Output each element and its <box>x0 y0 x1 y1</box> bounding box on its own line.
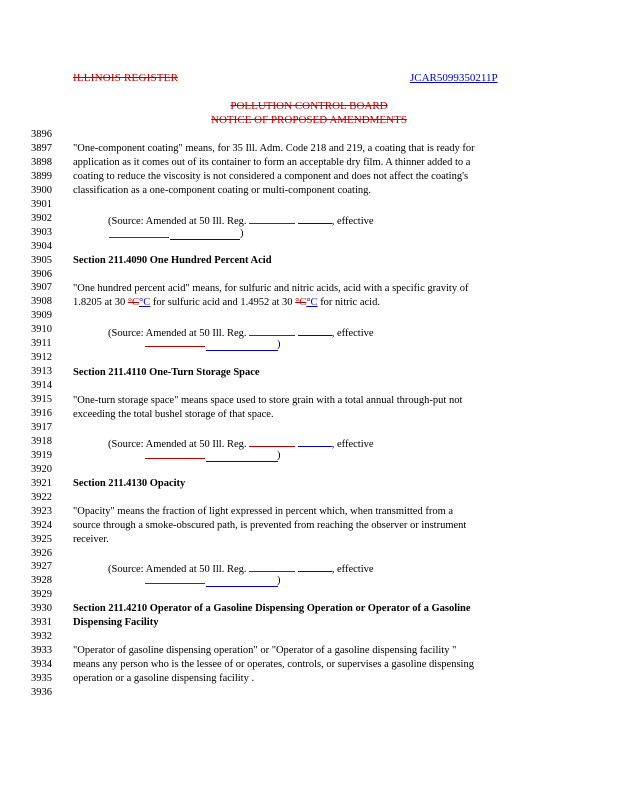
source-blue-line <box>206 586 278 587</box>
line-number: 3919 <box>31 449 52 461</box>
header-right: JCAR5099350211P <box>410 72 498 84</box>
line-number: 3897 <box>31 142 52 154</box>
source-blue-line <box>206 350 278 351</box>
line-number: 3928 <box>31 575 52 587</box>
line-number: 3907 <box>31 282 52 294</box>
section-heading: Section 211.4210 Operator of a Gasoline Dispensing Operation or Operator of a Gasoline <box>73 603 471 614</box>
section-heading: Section 211.4090 One Hundred Percent Acid <box>73 255 272 266</box>
source-blue-line <box>206 461 278 462</box>
source-note: (Source: Amended at 50 Ill. Reg. , effective <box>108 325 374 340</box>
paragraph-line: 1.8205 at 30 °C°C for sulfuric acid and 1.4952 at 30 °C°C for nitric acid. <box>73 297 380 308</box>
paragraph-line: receiver. <box>73 534 109 545</box>
line-number: 3914 <box>31 380 52 392</box>
line-number: 3912 <box>31 352 52 364</box>
line-number: 3900 <box>31 184 52 196</box>
line-number: 3924 <box>31 519 52 531</box>
board-title: POLLUTION CONTROL BOARD <box>230 100 388 112</box>
paragraph-line: "One-turn storage space" means space used to store grain with a total annual through-put not <box>73 395 463 406</box>
line-number: 3911 <box>31 338 52 350</box>
line-number: 3925 <box>31 533 52 545</box>
paragraph-line: exceeding the total bushel storage of that space. <box>73 409 274 420</box>
line-number: 3913 <box>31 366 52 378</box>
line-number: 3930 <box>31 603 52 615</box>
paragraph-line: "One hundred percent acid" means, for sulfuric and nitric acids, acid with a specific gravity of <box>73 283 469 294</box>
line-number: 3916 <box>31 408 52 419</box>
paragraph-line: source through a smoke-obscured path, is prevented from reaching the observer or instrument <box>73 520 467 531</box>
line-number: 3906 <box>31 268 52 280</box>
line-number: 3896 <box>31 129 52 140</box>
line-number: 3922 <box>31 491 52 503</box>
line-number: 3935 <box>31 673 52 685</box>
line-number: 3927 <box>31 561 52 573</box>
source-blue-line <box>170 239 240 240</box>
line-number: 3901 <box>31 198 52 210</box>
paren-close: ) <box>277 339 281 350</box>
source-note: (Source: Amended at 50 Ill. Reg. , effective <box>108 561 374 576</box>
line-number: 3931 <box>31 617 52 629</box>
line-number: 3923 <box>31 505 52 517</box>
paragraph-line: coating to reduce the viscosity is not considered a component and does not affect the coating's <box>73 171 469 182</box>
line-number: 3905 <box>31 254 52 266</box>
source-note: (Source: Amended at 50 Ill. Reg. , effective <box>108 213 374 228</box>
line-number: 3933 <box>31 645 52 657</box>
line-number: 3908 <box>31 296 52 308</box>
source-note: (Source: Amended at 50 Ill. Reg. , effective <box>108 436 374 451</box>
section-heading: Dispensing Facility <box>73 617 159 628</box>
section-heading: Section 211.4110 One-Turn Storage Space <box>73 367 260 378</box>
header-left: ILLINOIS REGISTER <box>73 72 179 84</box>
line-number: 3903 <box>31 226 52 238</box>
source-red-line <box>109 237 169 238</box>
source-red-line <box>145 458 205 459</box>
line-number: 3909 <box>31 310 52 322</box>
line-number: 3915 <box>31 394 52 406</box>
line-number: 3920 <box>31 463 52 475</box>
paragraph-line: classification as a one-component coating or multi-component coating. <box>73 185 371 196</box>
paren-close: ) <box>240 228 244 239</box>
line-number: 3917 <box>31 421 52 433</box>
line-number: 3932 <box>31 631 52 643</box>
line-number: 3904 <box>31 240 52 252</box>
paren-close: ) <box>277 450 281 461</box>
paragraph-line: "One-component coating" means, for 35 Ill. Adm. Code 218 and 219, a coating that is ready for <box>73 143 475 154</box>
line-number: 3898 <box>31 156 52 168</box>
source-red-line <box>145 346 205 347</box>
paragraph-line: means any person who is the lessee of or operates, controls, or supervises a gasoline dispensing <box>73 659 474 670</box>
paragraph-line: operation or a gasoline dispensing facility . <box>73 673 255 684</box>
line-number: 3902 <box>31 212 52 224</box>
line-number: 3936 <box>31 687 52 698</box>
line-number: 3899 <box>31 170 52 182</box>
line-number: 3926 <box>31 547 52 559</box>
source-red-line <box>145 583 205 584</box>
paren-close: ) <box>277 575 281 586</box>
line-number: 3918 <box>31 435 52 447</box>
paragraph-line: application as it comes out of its container to form an acceptable dry film. A thinner added to a <box>73 157 471 168</box>
section-heading: Section 211.4130 Opacity <box>73 478 186 489</box>
line-number: 3929 <box>31 589 52 601</box>
line-number: 3934 <box>31 659 52 671</box>
paragraph-line: "Operator of gasoline dispensing operation" or "Operator of a gasoline dispensing facility " <box>73 645 457 656</box>
line-number: 3910 <box>31 324 52 336</box>
notice-title: NOTICE OF PROPOSED AMENDMENTS <box>211 114 407 126</box>
line-number: 3921 <box>31 477 52 489</box>
paragraph-line: "Opacity" means the fraction of light expressed in percent which, when transmitted from a <box>73 506 454 517</box>
